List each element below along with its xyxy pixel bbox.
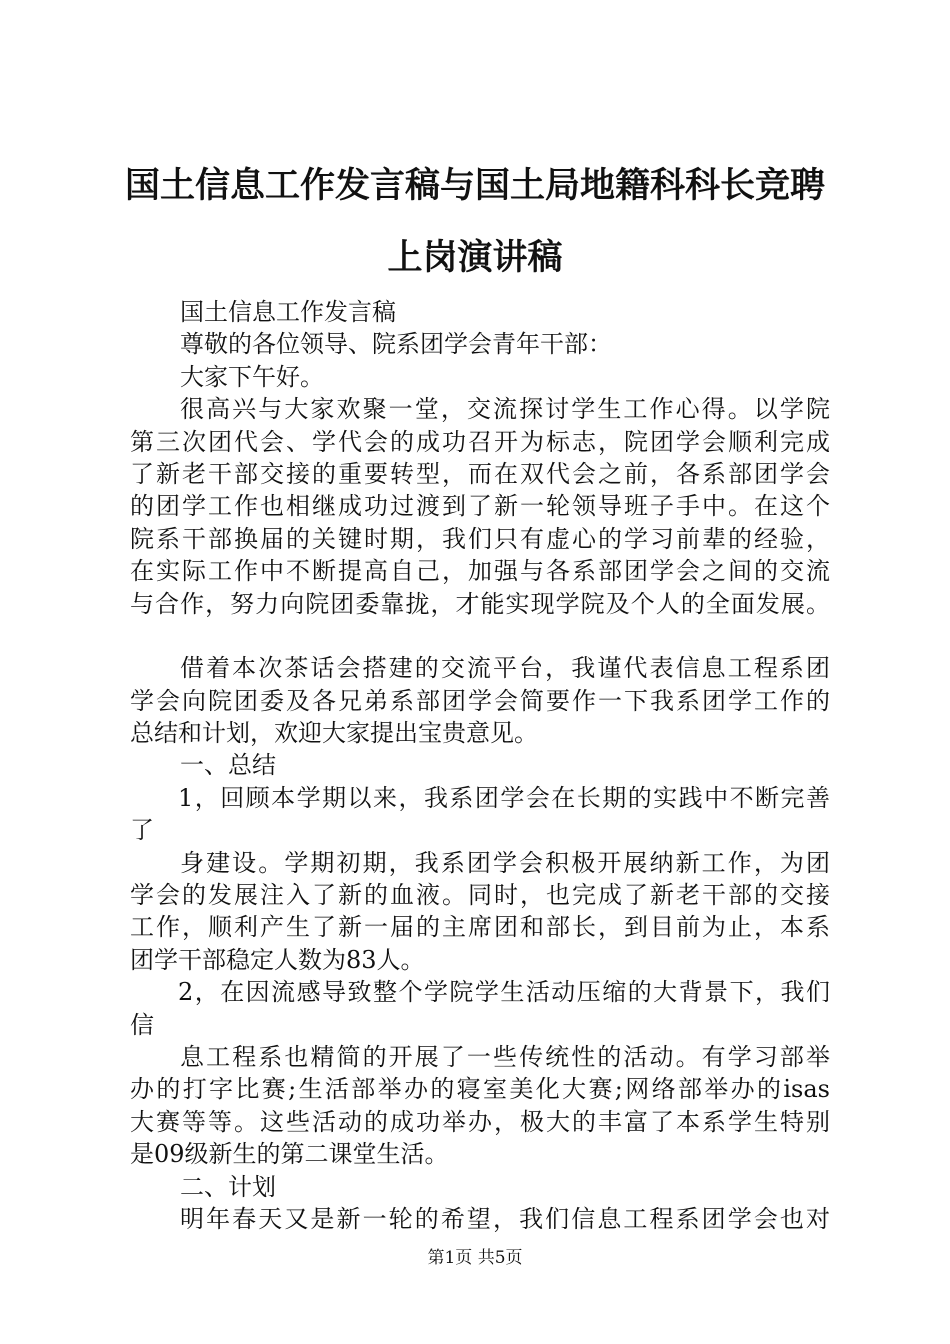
greeting: 大家下午好。 [180,362,324,391]
section-heading: 国土信息工作发言稿 [180,298,396,326]
document-body [130,296,830,1235]
paragraph-line: 学会的发展注入了新的血液。同时，也完成了新老干部的交接 [130,881,830,910]
paragraph-line: 在实际工作中不断提高自己，加强与各系部团学会之间的交流 [130,557,830,586]
salutation: 尊敬的各位领导、院系团学会青年干部： [180,330,612,359]
document-title [120,150,830,294]
paragraph-line: 借着本次茶话会搭建的交流平台，我谨代表信息工程系团 [180,654,830,683]
title-line-1: 国土信息工作发言稿与国土局地籍科科长竞聘 [124,166,825,206]
paragraph-line: 工作，顺利产生了新一届的主席团和部长，到目前为止，本系 [130,913,830,942]
blank-line [130,620,830,652]
paragraph-line: 团学干部稳定人数为83人。 [130,945,425,974]
page-footer: 第1页 共5页 [427,1248,523,1268]
paragraph-line: 信 [130,1010,154,1039]
paragraph-line: 第三次团代会、学代会的成功召开为标志，院团学会顺利完成 [130,427,830,456]
paragraph-line: 院系干部换届的关键时期，我们只有虚心的学习前辈的经验， [130,524,830,553]
paragraph-line: 学会向院团委及各兄弟系部团学会简要作一下我系团学工作的 [130,686,830,715]
paragraph-line: 息工程系也精简的开展了一些传统性的活动。有学习部举 [180,1042,830,1071]
paragraph-line: 的团学工作也相继成功过渡到了新一轮领导班子手中。在这个 [130,492,830,521]
paragraph-line: 身建设。学期初期，我系团学会积极开展纳新工作，为团 [180,848,830,877]
paragraph-line: 办的打字比赛;生活部举办的寝室美化大赛;网络部举办的isas [130,1075,830,1104]
paragraph-line: 了新老干部交接的重要转型，而在双代会之前，各系部团学会 [130,459,830,488]
paragraph-line: 明年春天又是新一轮的希望，我们信息工程系团学会也对 [180,1204,830,1233]
paragraph-line: 2，在因流感导致整个学院学生活动压缩的大背景下，我们 [178,978,830,1007]
paragraph-line: 了 [130,816,154,845]
paragraph-line: 总结和计划，欢迎大家提出宝贵意见。 [130,719,538,748]
paragraph-line: 与合作，努力向院团委靠拢，才能实现学院及个人的全面发展。 [130,589,830,618]
section-heading: 一、总结 [180,751,276,780]
title-line-2: 上岗演讲稿 [387,238,563,278]
paragraph-line: 1，回顾本学期以来，我系团学会在长期的实践中不断完善 [178,783,830,812]
section-heading: 二、计划 [180,1172,276,1201]
paragraph-line: 很高兴与大家欢聚一堂，交流探讨学生工作心得。以学院 [180,395,830,424]
paragraph-line: 大赛等等。这些活动的成功举办，极大的丰富了本系学生特别 [130,1107,830,1136]
paragraph-line: 是09级新生的第二课堂生活。 [130,1140,449,1169]
